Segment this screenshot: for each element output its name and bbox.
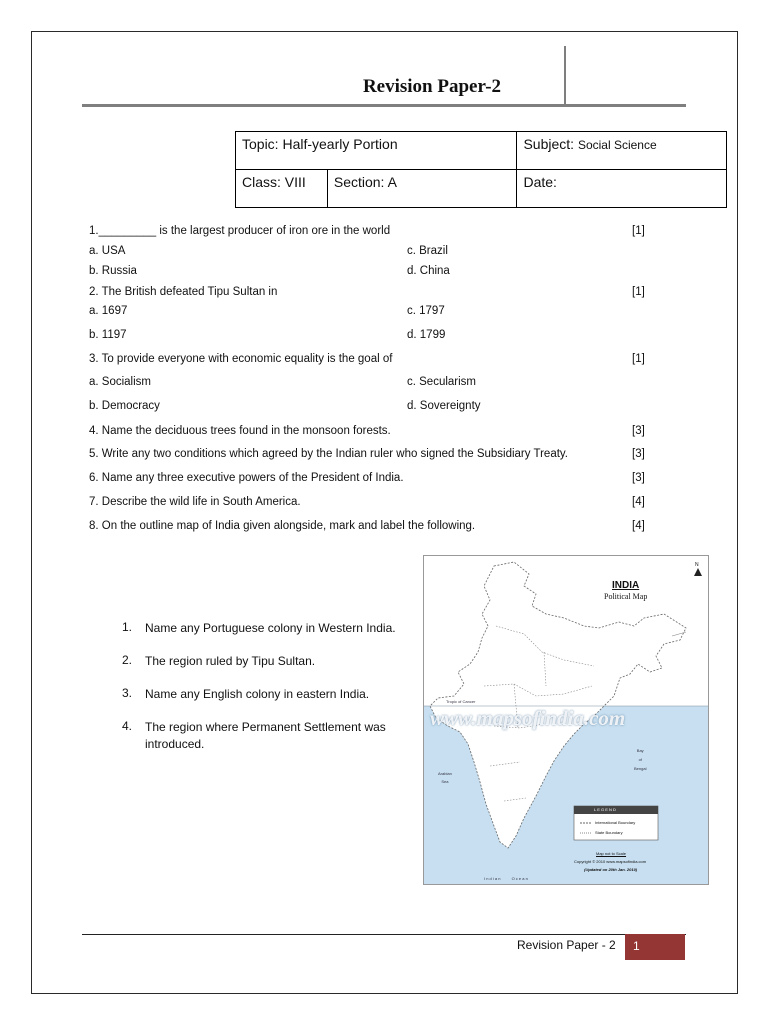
question-4: 4. Name the deciduous trees found in the monsoon forests. <box>89 425 391 437</box>
option: c. Secularism <box>407 376 477 388</box>
date-cell: Date: <box>517 170 727 208</box>
map-item-text: The region ruled by Tipu Sultan. <box>145 654 316 668</box>
option: a. 1697 <box>89 305 128 317</box>
question-4-marks: [3] <box>632 425 645 437</box>
option: c. 1797 <box>407 305 445 317</box>
option: d. 1799 <box>407 329 446 341</box>
question-1: 1._________ is the largest producer of iron ore in the world <box>89 225 391 237</box>
question-7-marks: [4] <box>632 496 645 508</box>
question-5-marks: [3] <box>632 448 645 460</box>
question-2: 2. The British defeated Tipu Sultan in <box>89 286 278 298</box>
question-8-marks: [4] <box>632 520 645 532</box>
question-3-marks: [1] <box>632 353 645 365</box>
map-item-number: 4. <box>122 719 133 733</box>
footer-divider <box>82 934 686 935</box>
page-number: 1 <box>625 934 685 960</box>
class-cell: Class: VIII <box>236 170 328 208</box>
legend-item: International Boundary <box>595 820 636 825</box>
map-item-text: Name any Portuguese colony in Western India. <box>145 621 396 635</box>
option: a. USA <box>89 245 126 257</box>
header-divider-horizontal <box>82 104 686 107</box>
map-subtitle: Political Map <box>604 592 648 601</box>
option: b. Democracy <box>89 400 160 412</box>
question-8: 8. On the outline map of India given alongside, mark and label the following. <box>89 520 476 532</box>
legend-header <box>574 806 658 814</box>
indian-ocean-label: I n d i a n O c e a n <box>484 876 528 881</box>
scale-note: Map not to Scale <box>596 851 627 856</box>
info-table <box>235 131 727 208</box>
copyright: Copyright © 2010 www.mapsofindia.com <box>574 859 647 864</box>
option: d. China <box>407 265 450 277</box>
map-watermark: www.mapsofindia.com <box>430 706 626 730</box>
north-label: N <box>695 562 699 568</box>
question-6: 6. Name any three executive powers of the President of India. <box>89 472 404 484</box>
india-outline-map <box>423 555 709 885</box>
map-item-text: The region where Permanent Settlement was introduced. <box>145 720 386 751</box>
option: d. Sovereignty <box>407 400 481 412</box>
arabian-sea-label: Arabian Sea <box>438 771 452 784</box>
section-cell: Section: A <box>327 170 517 208</box>
question-5: 5. Write any two conditions which agreed by the Indian ruler who signed the Subsidiary Treaty. <box>89 448 569 460</box>
footer-label: Revision Paper - 2 <box>517 938 616 952</box>
question-1-marks: [1] <box>632 225 645 237</box>
question-7: 7. Describe the wild life in South America. <box>89 496 301 508</box>
header-divider-vertical <box>564 46 566 104</box>
option: b. 1197 <box>89 329 127 341</box>
map-item-number: 3. <box>122 686 133 700</box>
question-2-marks: [1] <box>632 286 645 298</box>
legend-title: L E G E N D <box>594 807 616 812</box>
tropic-label: Tropic of Cancer <box>446 699 476 704</box>
question-6-marks: [3] <box>632 472 645 484</box>
bay-label: Bay of Bengal <box>634 748 647 771</box>
subject-cell <box>517 132 727 170</box>
option: c. Brazil <box>407 245 448 257</box>
north-arrow-icon <box>694 568 702 576</box>
subject-value: Social Science <box>577 138 657 152</box>
page-title: Revision Paper-2 <box>362 76 502 97</box>
map-item-text: Name any English colony in eastern India. <box>145 687 370 701</box>
option: a. Socialism <box>89 376 151 388</box>
updated-note: (Updated on 20th Jan. 2010) <box>584 867 638 872</box>
legend-item: State Boundary <box>595 830 623 835</box>
topic-cell: Topic: Half-yearly Portion <box>236 132 517 170</box>
option: b. Russia <box>89 265 137 277</box>
subject-label: Subject: <box>523 136 575 152</box>
map-item-number: 2. <box>122 653 133 667</box>
map-title: INDIA <box>612 580 640 591</box>
question-3: 3. To provide everyone with economic equality is the goal of <box>89 353 393 365</box>
map-item-number: 1. <box>122 620 133 634</box>
